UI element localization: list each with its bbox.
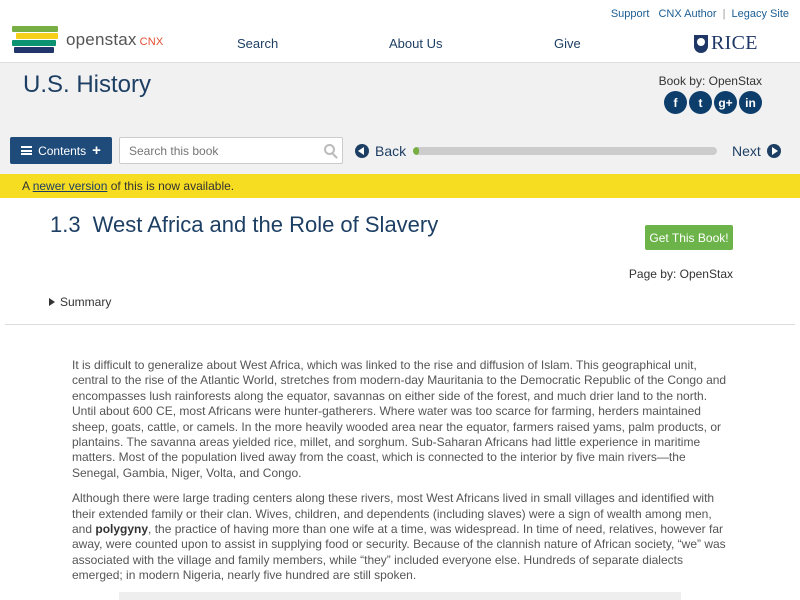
summary-toggle[interactable] (49, 295, 111, 309)
divider (5, 324, 795, 325)
openstax-books-icon (12, 26, 58, 54)
reading-progress-bar (413, 147, 717, 155)
contents-label: Contents (38, 143, 87, 158)
rice-logo[interactable] (694, 32, 758, 55)
paragraph-text: , the practice of having more than one wife at a time, was widespread. In time of need, relatives, however far away, were counted upon to assist in supplying food or security. Because of the clannish nature of African society, “we” was associated with the village and family members, while “they” included everyone else. Hundreds of separate dialects emerged; in modern Nigeria, nearly five hundred are still spoken. (72, 522, 726, 583)
paragraph-text: Although there were large trading centers along these rivers, most West Africans lived in small villages and identified with their extended family or their clan. Wives, children, and dependents (including slaves) were a sign of wealth among men, and (72, 491, 715, 537)
cnx-author-link[interactable]: CNX Author (658, 8, 717, 20)
book-toolbar (0, 132, 800, 174)
legacy-site-link[interactable]: Legacy Site (731, 8, 789, 20)
book-search-input[interactable] (120, 138, 315, 163)
paragraph: It is difficult to generalize about West Africa, which was linked to the rise and diffusion of Islam. This geographical unit, central to the rise of the Atlantic World, stretches from modern-day Mauritania to the Democratic Republic of the Congo and encompasses lush rainforests along the equator, savannas on either side of the forest, and much drier land to the north. Until about 600 CE, most Africans were hunter-gatherers. Where water was too scarce for farming, herders maintained sheep, goats, cattle, or camels. In the more heavily wooded area near the equator, farmers raised yams, palm products, or plantains. The savanna areas yielded rice, millet, and sorghum. Sub-Saharan Africans had little experience in maritime matters. Most of the population lived away from the coast, which is connected to the interior by five main rivers—the Senegal, Gambia, Niger, Volta, and Congo. (72, 358, 727, 480)
book-by: Book by: OpenStax (658, 74, 762, 88)
section-title: West Africa and the Role of Slavery (92, 212, 439, 237)
page-content (72, 358, 732, 594)
nav-about-us[interactable]: About Us (389, 36, 443, 51)
nav-search[interactable]: Search (237, 36, 279, 51)
back-label: Back (375, 143, 407, 159)
next-label: Next (732, 143, 761, 159)
book-search (119, 137, 343, 164)
twitter-icon[interactable]: t (689, 91, 712, 114)
google-plus-icon[interactable]: g+ (714, 91, 737, 114)
next-button[interactable] (732, 143, 781, 159)
next-arrow-icon (767, 144, 781, 158)
logo-cnx: CNX (139, 36, 164, 48)
page-title (50, 212, 438, 238)
glossary-term[interactable]: polygyny (95, 522, 149, 537)
notice-prefix: A (22, 179, 33, 193)
page-by: Page by: OpenStax (628, 267, 733, 281)
separator: | (722, 8, 726, 20)
list-icon (21, 146, 32, 155)
paragraph (72, 491, 732, 583)
rice-shield-icon (694, 35, 708, 53)
notice-suffix: of this is now available. (107, 179, 235, 193)
plus-icon: + (92, 142, 101, 159)
progress-fill (413, 147, 419, 155)
newer-version-link[interactable]: newer version (32, 179, 108, 193)
figure-placeholder (119, 592, 681, 600)
nav-give[interactable]: Give (554, 36, 581, 51)
newer-version-notice (0, 174, 800, 198)
facebook-icon[interactable]: f (664, 91, 687, 114)
summary-label: Summary (60, 295, 112, 309)
book-header (0, 62, 800, 132)
logo-name: openstax (66, 30, 137, 49)
linkedin-icon[interactable]: in (739, 91, 762, 114)
social-share (664, 91, 762, 114)
get-this-book-button[interactable]: Get This Book! (645, 225, 733, 250)
book-title: U.S. History (23, 71, 152, 98)
rice-text: RICE (711, 32, 758, 54)
logo-text (66, 30, 163, 50)
utility-links (611, 8, 789, 20)
back-button[interactable] (355, 143, 406, 159)
search-icon[interactable] (324, 144, 335, 155)
support-link[interactable]: Support (610, 8, 650, 20)
contents-button[interactable] (10, 137, 112, 164)
caret-right-icon (49, 298, 55, 306)
back-arrow-icon (355, 144, 369, 158)
section-number: 1.3 (50, 212, 81, 237)
openstax-logo[interactable] (12, 26, 163, 54)
